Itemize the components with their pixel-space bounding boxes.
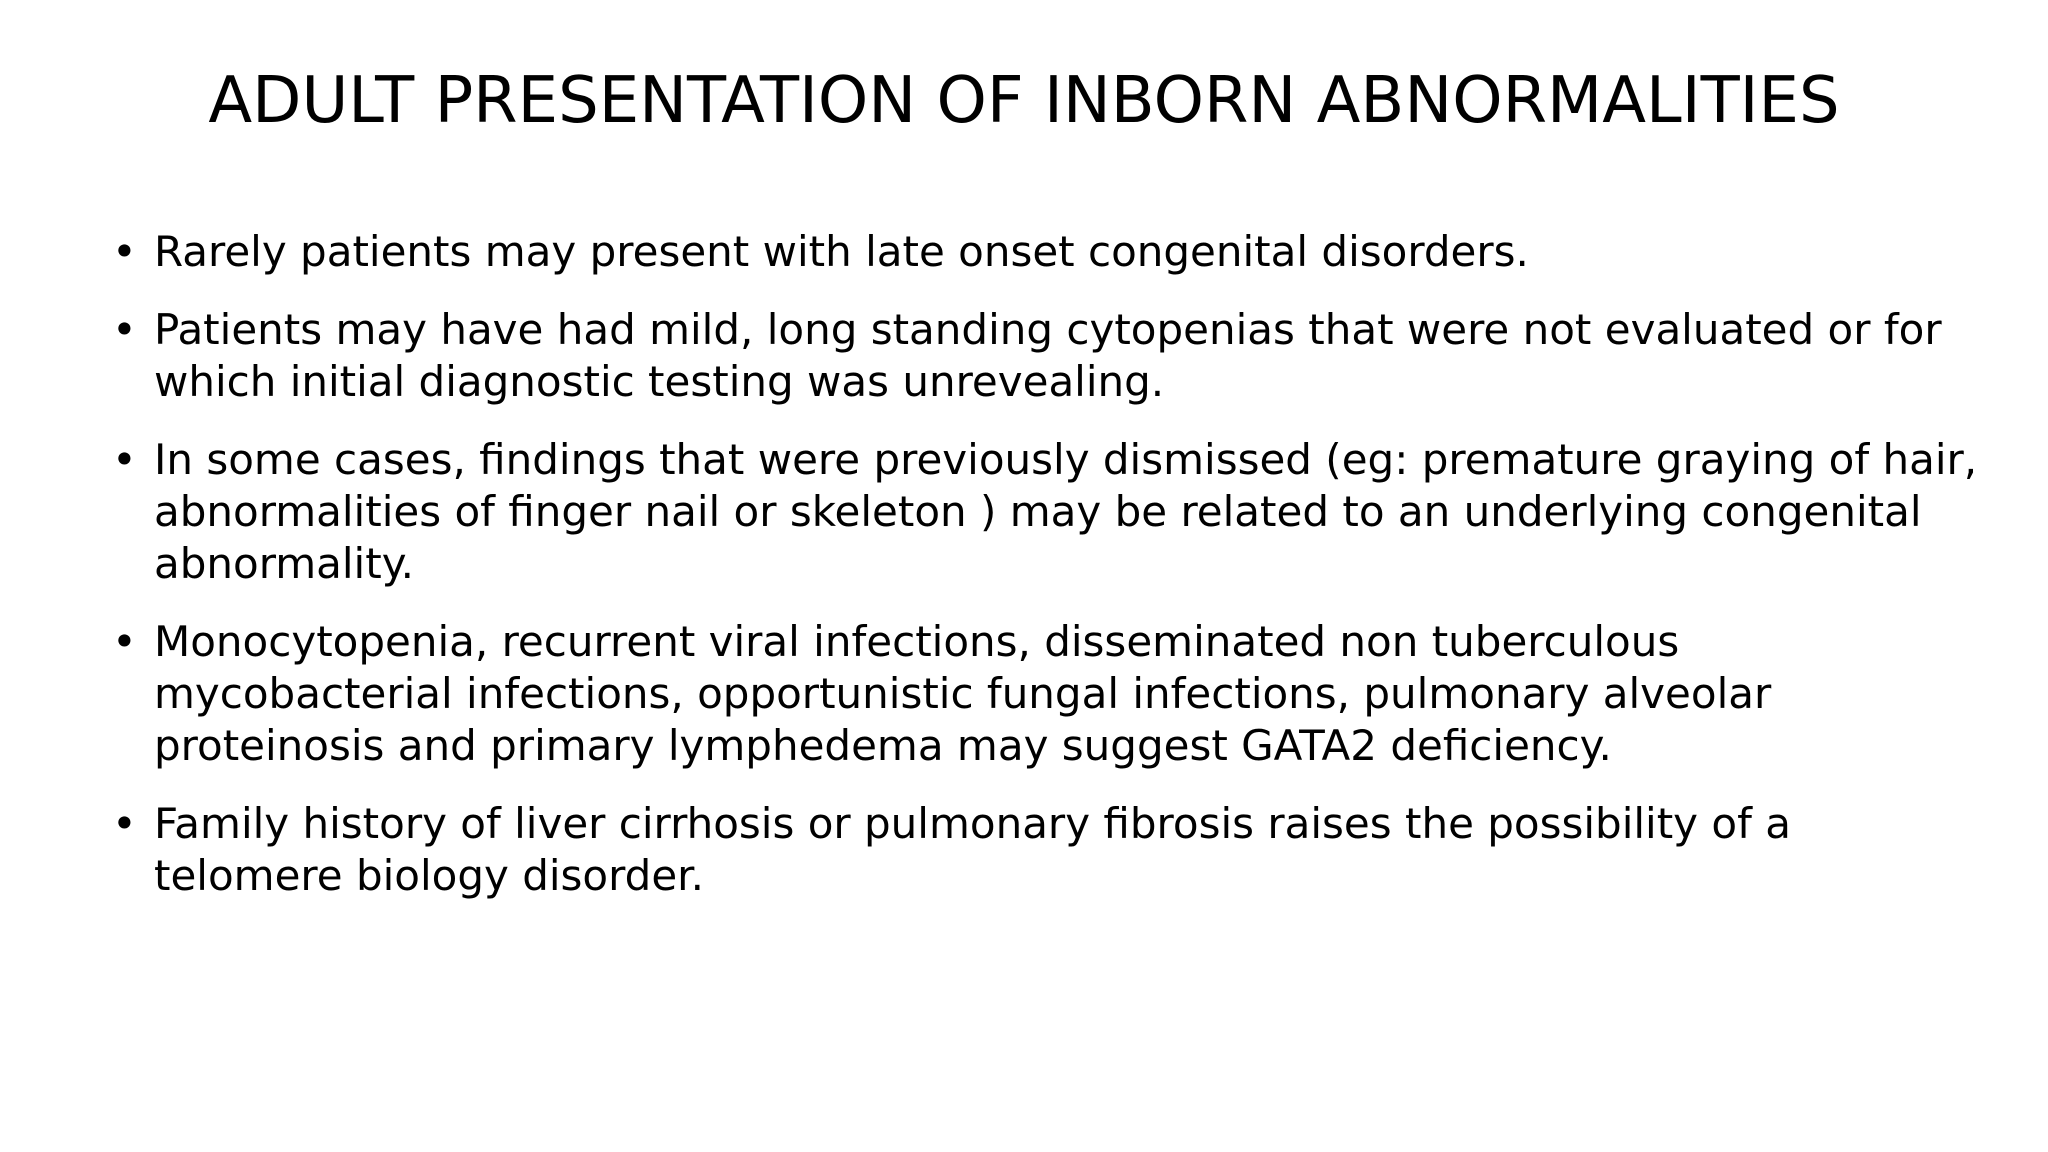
bullet-text: Monocytopenia, recurrent viral infections, disseminated non tuberculous mycobacterial infections, opportunistic fungal infections, pulmonary alveolar proteinosis and primary lymphedema may suggest GATA2 deficiency. [154,617,1772,770]
bullet-dot-icon: • [112,617,137,666]
slide-title: ADULT PRESENTATION OF INBORN ABNORMALITIES [208,64,1840,138]
bullet-item [100,434,1980,590]
bullet-item [100,304,1980,408]
bullet-text: In some cases, findings that were previously dismissed (eg: premature graying of hair, abnormalities of finger nail or skeleton ) may be related to an underlying congenital abnormality. [154,435,1978,588]
bullet-dot-icon: • [112,435,137,484]
bullet-dot-icon: • [112,799,137,848]
bullet-dot-icon: • [112,227,137,276]
bullet-item [100,798,1980,902]
bullet-text: Patients may have had mild, long standing cytopenias that were not evaluated or for which initial diagnostic testing was unrevealing. [154,305,1942,406]
bullet-text: Rarely patients may present with late onset congenital disorders. [154,227,1529,276]
bullet-dot-icon: • [112,305,137,354]
bullet-list [100,226,1980,928]
bullet-item [100,616,1980,772]
bullet-item [100,226,1980,278]
bullet-text: Family history of liver cirrhosis or pulmonary fibrosis raises the possibility of a telomere biology disorder. [154,799,1791,900]
